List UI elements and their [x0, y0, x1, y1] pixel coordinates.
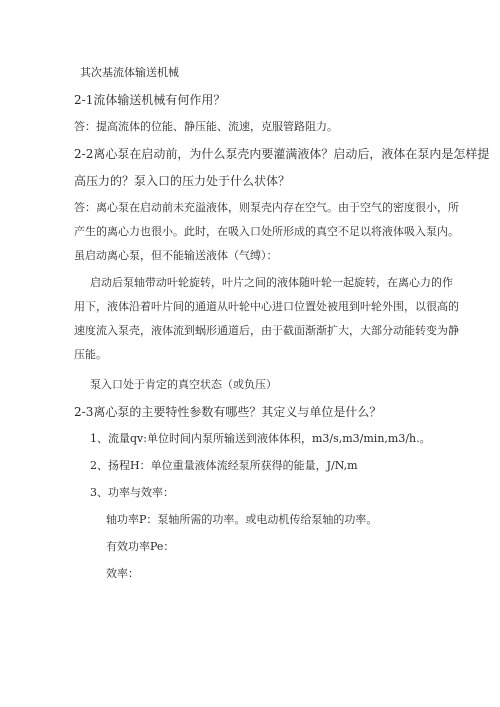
doc-title: 其次基流体输送机械: [80, 66, 179, 79]
question-2-3: 2-3离心泵的主要特性参数有哪些？其定义与单位是什么？: [74, 405, 382, 419]
sub-item-effective-power: 有效功率Pe：: [106, 540, 175, 553]
question-2-2-line1: 2-2离心泵在启动前，为什么泵壳内要灌满液体？启动后，液体在泵内是怎样提: [74, 147, 490, 161]
answer-2-1: 答：提高流体的位能、静压能、流速，克服管路阻力。: [74, 120, 338, 133]
answer-2-2-p1-line2: 产生的离心力也很小。此时，在吸入口处所形成的真空不足以将液体吸入泵内。: [74, 225, 459, 238]
list-item-head: 2、扬程H：单位重量液体流经泵所获得的能量，J/N,m: [90, 459, 358, 472]
list-item-flow: 1、流量qv:单位时间内泵所输送到液体体积，m3/s,m3/min,m3/h.。: [90, 432, 431, 445]
answer-2-2-p2-line4: 压能。: [74, 348, 107, 361]
answer-2-2-p2-line2: 用下，液体沿着叶片间的通道从叶轮中心进口位置处被甩到叶轮外围，以很高的: [74, 300, 459, 313]
answer-2-2-p2-line1: 启动后泵轴带动叶轮旋转，叶片之间的液体随叶轮一起旋转，在离心力的作: [90, 276, 453, 289]
question-2-1: 2-1流体输送机械有何作用？: [74, 93, 226, 107]
answer-2-2-p1-line3: 虽启动离心泵，但不能输送液体（气缚）：: [74, 249, 278, 262]
answer-2-2-p2-line3: 速度流入泵壳，液体流到蜗形通道后，由于截面渐渐扩大，大部分动能转变为静: [74, 324, 459, 337]
sub-item-shaft-power: 轴功率P：泵轴所需的功率。或电动机传给泵轴的功率。: [106, 513, 378, 526]
answer-2-2-p3: 泵入口处于肯定的真空状态（或负压）: [90, 378, 277, 391]
answer-2-2-p1-line1: 答：离心泵在启动前未充溢液体，则泵壳内存在空气。由于空气的密度很小，所: [74, 201, 459, 214]
sub-item-efficiency: 效率：: [106, 567, 139, 580]
question-2-2-line2: 高压力的？泵入口的压力处于什么状体？: [74, 174, 291, 188]
list-item-power: 3、功率与效率：: [90, 486, 174, 499]
